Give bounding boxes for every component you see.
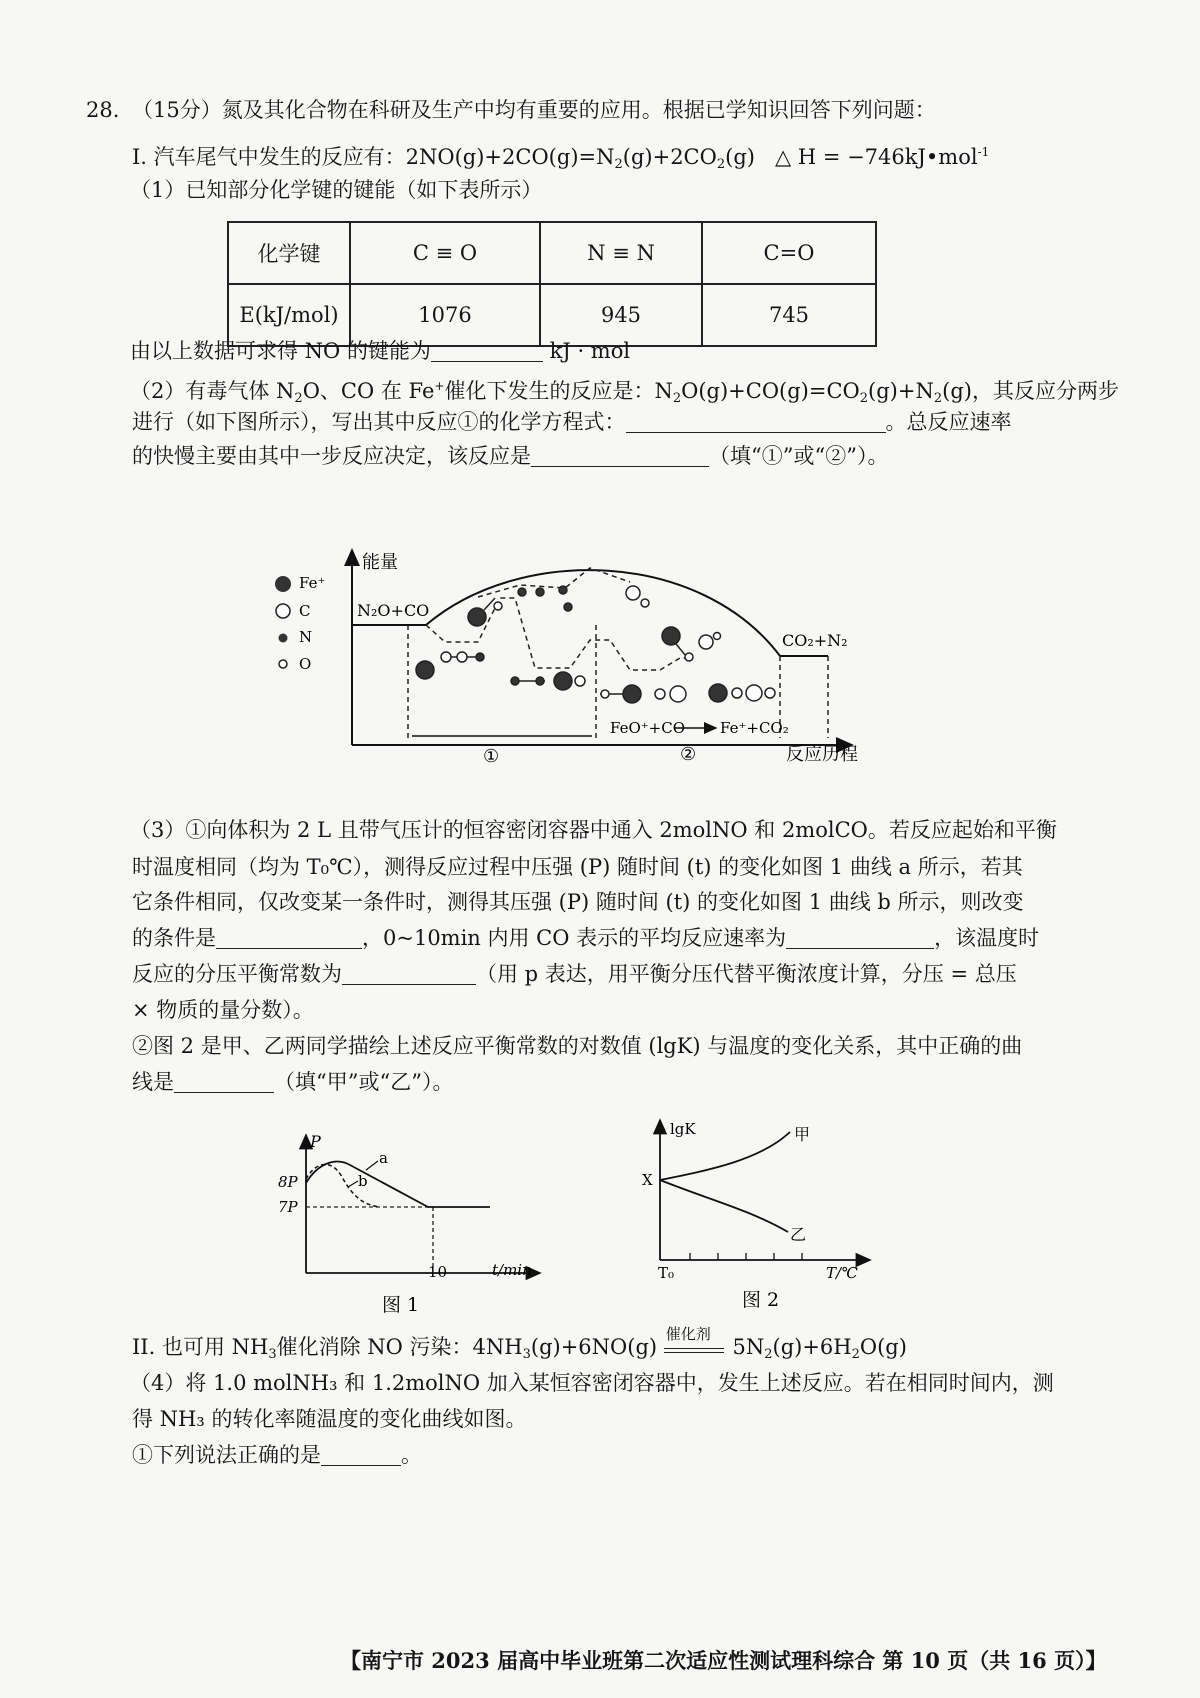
step2-product-label: Fe⁺+CO₂ <box>720 719 789 737</box>
sub2-line3: 的快慢主要由其中一步反应决定，该反应是 （填“①”或“②”）。 <box>132 444 889 468</box>
fig1-y-label: P <box>310 1132 321 1151</box>
sub3-line2: 时温度相同（均为 T₀℃），测得反应过程中压强 (P) 随时间 (t) 的变化如图 1 曲线 a 所示，若其 <box>132 855 1023 879</box>
curve-yi <box>660 1180 788 1232</box>
sub3-line6: × 物质的量分数）。 <box>132 998 314 1022</box>
table-cell: C=O <box>702 222 876 284</box>
fig2-x-label: T/℃ <box>826 1264 858 1282</box>
sub4-line1: （4）将 1.0 molNH₃ 和 1.2molNO 加入某恒容密闭容器中，发生上述反应。若在相同时间内，测 <box>130 1371 1054 1395</box>
table-cell: 745 <box>702 284 876 346</box>
answer-blank[interactable] <box>216 926 362 949</box>
c-legend-icon <box>276 604 290 618</box>
figure-2-lgk-temperature <box>630 1110 900 1320</box>
sub2-line2: 进行（如下图所示），写出其中反应①的化学方程式： 。总反应速率 <box>132 410 1012 434</box>
fig2-x-origin: T₀ <box>658 1264 675 1282</box>
curve-b <box>306 1164 380 1207</box>
table-cell: E(kJ/mol) <box>228 284 350 346</box>
answer-blank[interactable] <box>786 926 934 949</box>
fig2-y-intercept: X <box>642 1171 653 1189</box>
curve-a <box>306 1162 490 1207</box>
question-number: 28. <box>86 98 120 122</box>
legend-label: O <box>299 655 312 673</box>
table-cell: 化学键 <box>228 222 350 284</box>
part2-line: II. 也可用 $NH_3$催化消除 NO 污染：$4NH_3(g)+6NO(g)$ 催化剂 $5N_2(g)+6H_2O(g)$ <box>132 1333 907 1369</box>
table-cell: C ≡ O <box>350 222 540 284</box>
table-cell: 1076 <box>350 284 540 346</box>
fig2-caption: 图 2 <box>742 1289 780 1311</box>
step2-number: ② <box>680 744 697 765</box>
curve-b-label: b <box>358 1172 368 1190</box>
start-label: N₂O+CO <box>357 601 430 620</box>
fig2-y-label: lgK <box>670 1120 696 1138</box>
fig1-caption: 图 1 <box>382 1294 420 1316</box>
o-legend-icon <box>279 660 287 668</box>
fe-legend-icon <box>275 576 291 592</box>
sub2-line1: （2）有毒气体 $N_2O$、CO 在 Fe+催化下发生的反应是：$N_2O(g)+CO(g)=CO_2(g)+N_2(g)$，其反应分两步 <box>130 379 1119 406</box>
reaction-axis-label: 反应历程 <box>786 744 858 765</box>
sub3-line5: 反应的分压平衡常数为 （用 p 表达，用平衡分压代替平衡浓度计算，分压 = 总压 <box>132 962 1017 986</box>
table-cell: 945 <box>540 284 702 346</box>
catalyst-label: 催化剂 <box>665 1325 711 1343</box>
sub1-question: 由以上数据可求得 NO 的键能为 kJ · mol <box>130 339 631 363</box>
curve-a-label: a <box>379 1149 388 1167</box>
legend-label: Fe⁺ <box>299 574 326 592</box>
n-legend-icon <box>279 634 288 643</box>
part1-line: I. 汽车尾气中发生的反应有：$2NO(g)+2CO(g)=N_2(g)+2CO_2(g)$ △ H = −746kJ•mol$^{-1}$ <box>132 145 990 172</box>
sub1-text: （1）已知部分化学键的键能（如下表所示） <box>130 178 543 202</box>
fig2-x-ticks <box>690 1253 802 1260</box>
step1-number: ① <box>483 746 500 767</box>
page-footer: 【南宁市 2023 届高中毕业班第二次适应性测试理科综合 第 10 页（共 16 页）】 <box>340 1648 1107 1673</box>
answer-blank[interactable] <box>342 962 476 985</box>
sub3-line1: （3）①向体积为 2 L 且带气压计的恒容密闭容器中通入 2molNO 和 2molCO。若反应起始和平衡 <box>130 818 1057 842</box>
sub3-line8: 线是 （填“甲”或“乙”）。 <box>132 1070 454 1094</box>
diagram-axes <box>352 550 852 745</box>
question-intro: （15分）氮及其化合物在科研及生产中均有重要的应用。根据已学知识回答下列问题： <box>132 98 936 122</box>
figure-1-pressure-time <box>270 1125 560 1325</box>
curve-jia-label: 甲 <box>794 1125 811 1144</box>
fig1-y-tick-7p: 7P <box>278 1198 298 1216</box>
fig1-x-tick-10: 10 <box>428 1263 448 1281</box>
sub4-line3: ①下列说法正确的是 。 <box>132 1443 422 1467</box>
step2-label: FeO⁺+CO <box>610 719 686 737</box>
legend-label: C <box>299 602 311 620</box>
fig1-y-tick-8p: 8P <box>278 1173 298 1191</box>
curve-yi-label: 乙 <box>790 1225 807 1244</box>
answer-blank[interactable] <box>174 1070 274 1093</box>
sub3-line3: 它条件相同，仅改变某一条件时，测得其压强 (P) 随时间 (t) 的变化如图 1 曲线 b 所示，则改变 <box>132 890 1024 914</box>
energy-axis-label: 能量 <box>362 552 398 573</box>
legend-label: N <box>299 628 313 646</box>
table-cell: N ≡ N <box>540 222 702 284</box>
diagram-legend <box>275 574 325 673</box>
curve-jia <box>660 1132 790 1180</box>
end-label: CO₂+N₂ <box>782 631 848 650</box>
answer-blank[interactable] <box>321 1443 401 1466</box>
sub3-line4: 的条件是 ，0~10min 内用 CO 表示的平均反应速率为 ，该温度时 <box>132 926 1040 950</box>
fig1-x-label: t/min <box>492 1261 532 1279</box>
sub4-line2: 得 NH₃ 的转化率随温度的变化曲线如图。 <box>132 1407 527 1431</box>
sub3-line7: ②图 2 是甲、乙两同学描绘上述反应平衡常数的对数值 (lgK) 与温度的变化关系，其中正确的曲 <box>132 1034 1023 1058</box>
